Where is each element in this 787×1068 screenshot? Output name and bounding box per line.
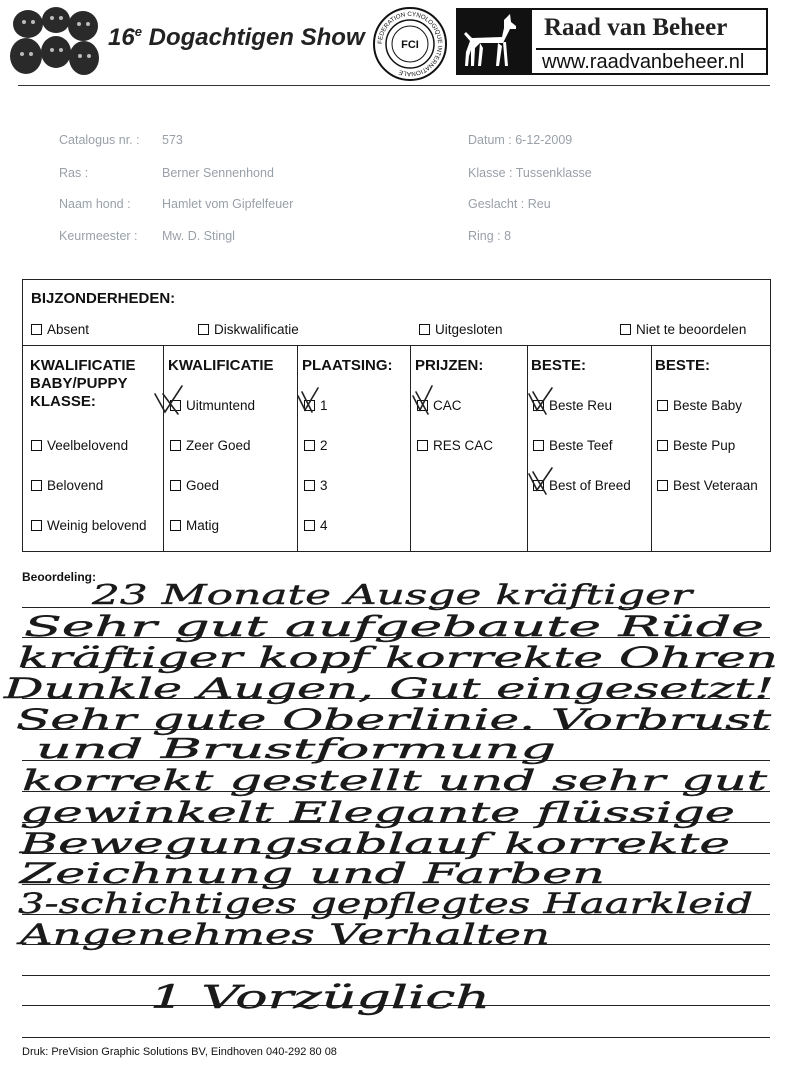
hw-line-3: kräftiger kopf korrekte Ohren: [18, 641, 778, 674]
checkbox[interactable]: [198, 324, 209, 335]
bijzonderheden-title: BIJZONDERHEDEN:: [31, 290, 176, 307]
hw-line-9: Bewegungsablauf korrekte: [18, 827, 730, 860]
option-absent[interactable]: Absent: [31, 322, 89, 337]
checkbox[interactable]: [170, 520, 181, 531]
col-kwalificatie-baby-heading: KWALIFICATIE BABY/PUPPY KLASSE:: [30, 357, 136, 410]
handwritten-assessment: [0, 560, 787, 1020]
ring: Ring : 8: [468, 229, 512, 243]
fci-seal: [372, 6, 448, 82]
option-beste-teef[interactable]: Beste Teef: [533, 438, 613, 453]
checkbox[interactable]: [419, 324, 430, 335]
catalog-value: 573: [162, 133, 183, 147]
hw-line-1: 23 Monate Ausge kräftiger: [90, 580, 696, 611]
option-veelbelovend[interactable]: Veelbelovend: [31, 438, 128, 453]
option-goed[interactable]: Goed: [170, 478, 219, 493]
col-beste-heading: BESTE:: [531, 357, 587, 374]
option-weinig-belovend[interactable]: Weinig belovend: [31, 518, 147, 533]
checkbox[interactable]: [620, 324, 631, 335]
header-divider: [18, 85, 770, 86]
option-res-cac[interactable]: RES CAC: [417, 438, 493, 453]
option-belovend[interactable]: Belovend: [31, 478, 103, 493]
col-kwalificatie-heading: KWALIFICATIE: [168, 357, 274, 374]
col-beste-2-heading: BESTE:: [655, 357, 711, 374]
col-prijzen-heading: PRIJZEN:: [415, 357, 484, 374]
org-name: Raad van Beheer: [544, 14, 728, 41]
org-url: www.raadvanbeheer.nl: [542, 51, 745, 73]
printer-footer: Druk: PreVision Graphic Solutions BV, Eindhoven 040-292 80 08: [22, 1046, 337, 1058]
hw-line-5: Sehr gute Oberlinie. Vorbrust: [16, 703, 773, 736]
geslacht: Geslacht : Reu: [468, 197, 551, 211]
option-plaats-4[interactable]: 4: [304, 518, 328, 533]
naam-value: Hamlet vom Gipfelfeuer: [162, 197, 294, 211]
option-uitgesloten[interactable]: Uitgesloten: [419, 322, 503, 337]
show-title: 16e Dogachtigen Show: [108, 24, 365, 51]
hw-line-2: Sehr gut aufgebaute Rüde: [24, 610, 764, 643]
option-diskwalificatie[interactable]: Diskwalificatie: [198, 322, 299, 337]
svg-text:FEDERATION CYNOLOGIQUE INTERNA: FEDERATION CYNOLOGIQUE INTERNATIONALE: [376, 10, 444, 78]
klasse: Klasse : Tussenklasse: [468, 166, 592, 180]
datum: Datum : 6-12-2009: [468, 133, 573, 147]
dog-silhouette-icon: [458, 10, 532, 73]
option-plaats-2[interactable]: 2: [304, 438, 328, 453]
fci-text: FCI: [401, 39, 419, 51]
dog-breeds-logo: [6, 4, 104, 82]
raad-van-beheer-logo: [456, 8, 768, 75]
option-plaats-3[interactable]: 3: [304, 478, 328, 493]
option-best-of-breed[interactable]: Best of Breed: [533, 478, 631, 493]
beoordeling-label: Beoordeling:: [22, 570, 96, 584]
option-zeer-goed[interactable]: Zeer Goed: [170, 438, 251, 453]
hw-line-7: korrekt gestellt und sehr gut: [22, 764, 769, 797]
ras-value: Berner Sennenhond: [162, 166, 274, 180]
hw-line-12: Angenehmes Verhalten: [15, 918, 551, 951]
hw-line-6: und Brustformung: [36, 734, 556, 765]
catalog-label: Catalogus nr. :: [59, 133, 140, 147]
option-plaats-1[interactable]: 1: [304, 398, 328, 413]
option-beste-baby[interactable]: Beste Baby: [657, 398, 742, 413]
handwritten-check-marks: [0, 380, 787, 510]
hw-line-4: Dunkle Augen, Gut eingesetzt!: [2, 672, 775, 705]
keurmeester-label: Keurmeester :: [59, 229, 138, 243]
hw-line-8: gewinkelt Elegante flüssige: [20, 796, 735, 829]
option-best-veteraan[interactable]: Best Veteraan: [657, 478, 758, 493]
option-beste-pup[interactable]: Beste Pup: [657, 438, 735, 453]
option-cac[interactable]: CAC: [417, 398, 462, 413]
hw-line-14: 1 Vorzüglich: [150, 978, 490, 1016]
checkbox[interactable]: [304, 520, 315, 531]
keurmeester-value: Mw. D. Stingl: [162, 229, 235, 243]
option-beste-reu[interactable]: Beste Reu: [533, 398, 612, 413]
form-row-divider: [22, 345, 771, 346]
hw-line-10: Zeichnung und Farben: [18, 857, 605, 890]
checkbox[interactable]: [31, 324, 42, 335]
option-niet-te-beoordelen[interactable]: Niet te beoordelen: [620, 322, 746, 337]
option-matig[interactable]: Matig: [170, 518, 219, 533]
naam-label: Naam hond :: [59, 197, 131, 211]
hw-line-11: 3-schichtiges gepflegtes Haarkleid: [18, 887, 753, 920]
col-plaatsing-heading: PLAATSING:: [302, 357, 393, 374]
checkbox[interactable]: [31, 520, 42, 531]
ras-label: Ras :: [59, 166, 89, 180]
option-uitmuntend[interactable]: Uitmuntend: [170, 398, 255, 413]
